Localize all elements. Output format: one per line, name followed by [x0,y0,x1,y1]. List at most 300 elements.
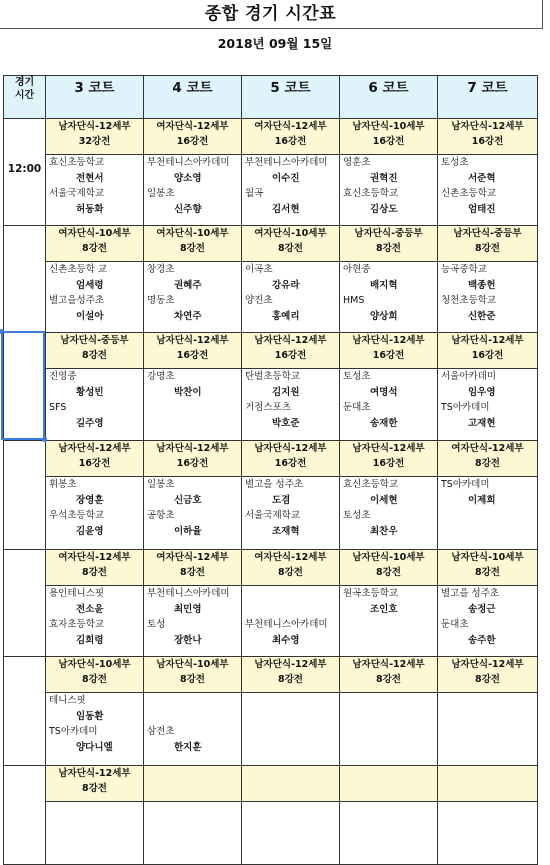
match-event-cell [438,119,538,155]
school-name [340,724,437,740]
match-header-row [4,119,538,155]
time-header-line2: 시간 [14,90,35,101]
school-name: 부천테니스아카데미 [245,619,328,630]
school-name [144,693,241,709]
event-round: 8강전 [180,243,205,254]
player-name: 황성빈 [76,386,104,398]
school-name: 영훈초 [343,157,371,168]
player-name: 장영훈 [76,494,104,506]
event-round: 8강전 [82,783,107,794]
match-event-cell [46,766,144,802]
match-event-cell [144,441,242,477]
match-event-cell [438,333,538,369]
school-name: 서울아카데미 [441,371,497,382]
event-name: 남자단식-12세부 [352,335,425,346]
match-event-cell [144,119,242,155]
school-name: 효신초등학교 [49,157,105,168]
match-detail-row [4,369,538,441]
match-players-cell [242,262,340,333]
player-name: 고재현 [468,417,496,429]
school-name: 강명초 [147,371,175,382]
school-name [340,617,437,633]
match-header-row [4,657,538,693]
match-event-cell [46,226,144,262]
player-name: 양다니엘 [76,741,113,753]
event-name: 남자단식-12세부 [352,443,425,454]
player-name [144,818,241,834]
event-round: 8강전 [278,674,303,685]
player-name: 배지혁 [370,279,398,291]
school-name [438,802,537,818]
school-name: 신촌초등학 교 [49,264,108,275]
school-name: HMS [343,295,365,306]
player-name: 강유라 [272,279,300,291]
match-header-row [4,550,538,586]
match-event-cell [438,657,538,693]
school-name: 원곡초등학교 [343,588,399,599]
match-players-cell [144,369,242,441]
school-name: 서울국제학교 [49,188,105,199]
event-round: 16강전 [176,458,209,469]
match-event-cell [144,766,242,802]
time-slot-cell [4,657,46,766]
school-name: 별고을 성주초 [245,479,304,490]
match-event-cell [144,657,242,693]
player-name: 홍예리 [272,310,300,322]
match-event-cell [242,441,340,477]
time-slot-cell [4,766,46,865]
event-round: 16강전 [372,136,405,147]
player-name: 양상희 [370,310,398,322]
school-name: 탄벌초등학교 [245,371,301,382]
player-name: 장한나 [174,634,202,646]
school-name: TS아카데미 [441,479,490,490]
match-event-cell [46,441,144,477]
event-name: 여자단식-12세부 [156,121,229,132]
school-name: 토성초 [343,510,371,521]
school-name: 진영중 [49,371,77,382]
match-players-cell [242,586,340,657]
match-event-cell [242,226,340,262]
player-name [144,709,241,725]
event-name: 여자단식-10세부 [254,228,327,239]
match-event-cell [340,441,438,477]
event-round: 16강전 [372,458,405,469]
player-name [340,633,437,649]
match-event-cell [340,226,438,262]
schedule-table [3,75,538,865]
court-7-header: 7 코트 [438,76,538,119]
event-name: 남자단식-12세부 [451,121,524,132]
school-name [144,833,241,849]
match-players-cell [340,586,438,657]
event-round: 8강전 [475,674,500,685]
player-name [242,740,339,756]
page-title: 종합 경기 시간표 [0,0,543,29]
match-players-cell [438,369,538,441]
cell-selection-box[interactable] [1,331,45,440]
player-name: 권혁진 [370,172,398,184]
event-round: 8강전 [278,243,303,254]
match-event-cell [46,333,144,369]
player-name: 신한준 [468,310,496,322]
match-event-cell [242,766,340,802]
event-round: 8강전 [82,243,107,254]
match-event-cell [340,550,438,586]
event-name: 남자단식-중등부 [453,228,522,239]
match-detail-row [4,586,538,657]
player-name [438,740,537,756]
event-name: 남자단식-12세부 [58,443,131,454]
player-name: 신금호 [174,494,202,506]
player-name: 허동화 [76,203,104,215]
player-name: 박호준 [272,417,300,429]
player-name: 여명석 [370,386,398,398]
event-round: 8강전 [278,567,303,578]
event-name: 남자단식-10세부 [451,552,524,563]
school-name: 둔대초 [343,402,371,413]
selection-handle-bottom[interactable] [42,437,47,442]
match-players-cell [144,262,242,333]
event-name: 여자단식-10세부 [156,228,229,239]
event-name: 여자단식-12세부 [451,443,524,454]
player-name: 최민영 [174,603,202,615]
school-name [144,802,241,818]
event-round: 16강전 [471,136,504,147]
event-name: 남자단식-12세부 [352,659,425,670]
school-name: 테니스핏 [49,695,86,706]
event-name: 남자단식-10세부 [352,121,425,132]
event-name: 여자단식-12세부 [156,552,229,563]
match-event-cell [340,119,438,155]
player-name: 이하율 [174,525,202,537]
match-event-cell [144,226,242,262]
event-round: 8강전 [376,674,401,685]
school-name: 효신초등학교 [343,479,399,490]
player-name: 전소윤 [76,603,104,615]
event-name: 여자단식-12세부 [254,552,327,563]
school-name [242,693,339,709]
school-name: 토성초 [441,157,469,168]
time-slot-cell [4,550,46,657]
match-detail-row [4,693,538,766]
match-event-cell [144,550,242,586]
school-name [340,833,437,849]
player-name: 이제희 [468,494,496,506]
school-name [340,693,437,709]
school-name: 부천테니스아카데미 [147,588,230,599]
player-name: 송주한 [468,634,496,646]
player-name: 권혜주 [174,279,202,291]
player-name [144,416,241,432]
player-name: 엄태진 [468,203,496,215]
match-players-cell [46,155,144,226]
player-name [46,849,143,865]
school-name: 창경초 [147,264,175,275]
court-4-header: 4 코트 [144,76,242,119]
school-name [340,802,437,818]
player-name: 한지훈 [174,741,202,753]
school-name: 거점스포츠 [245,402,291,413]
school-name: 일봉초 [147,188,175,199]
event-name: 남자단식-12세부 [254,443,327,454]
player-name: 조재혁 [272,525,300,537]
match-players-cell [144,155,242,226]
school-name: TS아카데미 [49,726,98,737]
match-event-cell [340,766,438,802]
event-round: 16강전 [471,350,504,361]
match-event-cell [438,441,538,477]
event-round: 8강전 [82,567,107,578]
player-name: 김윤영 [76,525,104,537]
school-name [144,400,241,416]
match-event-cell [144,333,242,369]
school-name: 효자초등학교 [49,619,105,630]
school-name: 별고을 성주초 [441,588,500,599]
school-name: 용인테니스핏 [49,588,105,599]
match-players-cell [340,155,438,226]
school-name: 삼전초 [147,726,175,737]
event-name: 남자단식-10세부 [58,659,131,670]
match-players-cell [340,262,438,333]
school-name [46,833,143,849]
player-name: 최찬우 [370,525,398,537]
match-players-cell [438,155,538,226]
match-event-cell [242,657,340,693]
player-name: 신주향 [174,203,202,215]
player-name: 길주영 [76,417,104,429]
player-name: 김상도 [370,203,398,215]
school-name [242,833,339,849]
school-name: 효신초등학교 [343,188,399,199]
school-name [46,802,143,818]
event-round: 16강전 [78,458,111,469]
match-event-cell [242,333,340,369]
event-name: 여자단식-10세부 [58,228,131,239]
player-name [242,709,339,725]
player-name: 전현서 [76,172,104,184]
match-players-cell [144,477,242,550]
match-players-cell [242,155,340,226]
match-players-cell [340,369,438,441]
match-event-cell [340,657,438,693]
match-event-cell [46,550,144,586]
player-name: 이설아 [76,310,104,322]
event-round: 16강전 [274,458,307,469]
match-event-cell [438,226,538,262]
player-name: 최수영 [272,634,300,646]
school-name: 휘봉초 [49,479,77,490]
match-players-cell [438,586,538,657]
school-name: 아현중 [343,264,371,275]
player-name: 김서현 [272,203,300,215]
time-slot-label: 12:00 [7,163,42,175]
match-players-cell [242,369,340,441]
player-name [438,524,537,540]
match-header-row [4,226,538,262]
match-players-cell [144,802,242,865]
event-name: 여자단식-12세부 [254,121,327,132]
player-name: 임우영 [468,386,496,398]
school-name: 부천테니스아카데미 [147,157,230,168]
event-name: 남자단식-12세부 [254,335,327,346]
match-header-row [4,441,538,477]
event-round: 8강전 [376,243,401,254]
event-name: 남자단식-12세부 [451,335,524,346]
match-event-cell [438,550,538,586]
time-slot-cell [4,441,46,550]
match-header-row [4,766,538,802]
player-name: 조인호 [370,603,398,615]
event-round: 8강전 [180,567,205,578]
school-name: 토성초 [343,371,371,382]
school-name: 일봉초 [147,479,175,490]
player-name: 김지원 [272,386,300,398]
event-round: 8강전 [475,567,500,578]
event-name: 남자단식-12세부 [451,659,524,670]
match-players-cell [46,693,144,766]
player-name [340,849,437,865]
player-name: 양소영 [174,172,202,184]
court-5-header: 5 코트 [242,76,340,119]
school-name [242,802,339,818]
match-players-cell [340,802,438,865]
player-name: 이수진 [272,172,300,184]
player-name [242,818,339,834]
event-name: 남자단식-12세부 [58,768,131,779]
player-name [340,740,437,756]
school-name: 청천초등학교 [441,295,497,306]
match-players-cell [242,477,340,550]
school-name [242,724,339,740]
match-event-cell [340,333,438,369]
match-players-cell [340,693,438,766]
player-name [438,709,537,725]
event-name: 남자단식-12세부 [156,443,229,454]
school-name [438,724,537,740]
time-slot-cell [4,226,46,333]
player-name [46,818,143,834]
event-name: 남자단식-중등부 [60,335,129,346]
school-name: 양진초 [245,295,273,306]
school-name [242,586,339,602]
event-round: 8강전 [180,674,205,685]
match-players-cell [144,693,242,766]
match-detail-row [4,262,538,333]
court-header-row [4,76,538,119]
event-round: 8강전 [475,458,500,469]
time-column-header [4,76,46,119]
player-name [242,849,339,865]
event-round: 8강전 [376,567,401,578]
time-slot-cell [4,119,46,226]
match-players-cell [242,802,340,865]
event-name: 남자단식-10세부 [352,552,425,563]
match-detail-row [4,477,538,550]
school-name: 능곡중학교 [441,264,487,275]
event-name: 남자단식-12세부 [58,121,131,132]
match-players-cell [46,477,144,550]
school-name: 별고을성주초 [49,295,105,306]
match-players-cell [438,477,538,550]
school-name: TS아카데미 [441,402,490,413]
match-header-row [4,333,538,369]
match-players-cell [438,693,538,766]
school-name [438,693,537,709]
match-event-cell [242,550,340,586]
time-header-line1: 경기 [14,77,35,88]
match-players-cell [144,586,242,657]
match-event-cell [242,119,340,155]
school-name: 월곡 [245,188,264,199]
match-detail-row [4,155,538,226]
court-6-header: 6 코트 [340,76,438,119]
player-name: 송재한 [370,417,398,429]
player-name [438,849,537,865]
event-round: 16강전 [176,136,209,147]
match-players-cell [438,802,538,865]
match-players-cell [46,262,144,333]
event-round: 8강전 [82,674,107,685]
match-event-cell [438,766,538,802]
player-name [144,849,241,865]
school-name: 우석초등학교 [49,510,105,521]
event-round: 16강전 [176,350,209,361]
match-players-cell [46,369,144,441]
school-name: 명동초 [147,295,175,306]
match-players-cell [340,477,438,550]
event-name: 남자단식-12세부 [156,335,229,346]
event-round: 8강전 [475,243,500,254]
event-round: 32강전 [78,136,111,147]
player-name: 도겸 [272,494,291,506]
match-players-cell [46,586,144,657]
school-name: 신촌초등학교 [441,188,497,199]
school-name: 공항초 [147,510,175,521]
event-round: 16강전 [274,350,307,361]
player-name: 송정근 [468,603,496,615]
school-name: 이곡초 [245,264,273,275]
schedule-date: 2018년 09월 15일 [217,36,333,51]
player-name: 서준혁 [468,172,496,184]
school-name: 서울국제학교 [245,510,301,521]
match-detail-row [4,802,538,865]
player-name: 김희령 [76,634,104,646]
school-name: SFS [49,402,67,413]
player-name: 차연주 [174,310,202,322]
player-name [242,602,339,618]
player-name [340,709,437,725]
match-event-cell [46,119,144,155]
match-players-cell [46,802,144,865]
player-name: 임동환 [76,710,104,722]
school-name: 부천테니스아카데미 [245,157,328,168]
event-round: 8강전 [82,350,107,361]
event-round: 16강전 [372,350,405,361]
school-name [438,833,537,849]
player-name [438,818,537,834]
player-name: 이세현 [370,494,398,506]
school-name: 둔대초 [441,619,469,630]
player-name: 백종헌 [468,279,496,291]
event-name: 남자단식-10세부 [156,659,229,670]
player-name: 박찬이 [174,386,202,398]
match-players-cell [242,693,340,766]
event-name: 남자단식-중등부 [354,228,423,239]
player-name [340,818,437,834]
school-name: 토성 [147,619,166,630]
court-3-header: 3 코트 [46,76,144,119]
